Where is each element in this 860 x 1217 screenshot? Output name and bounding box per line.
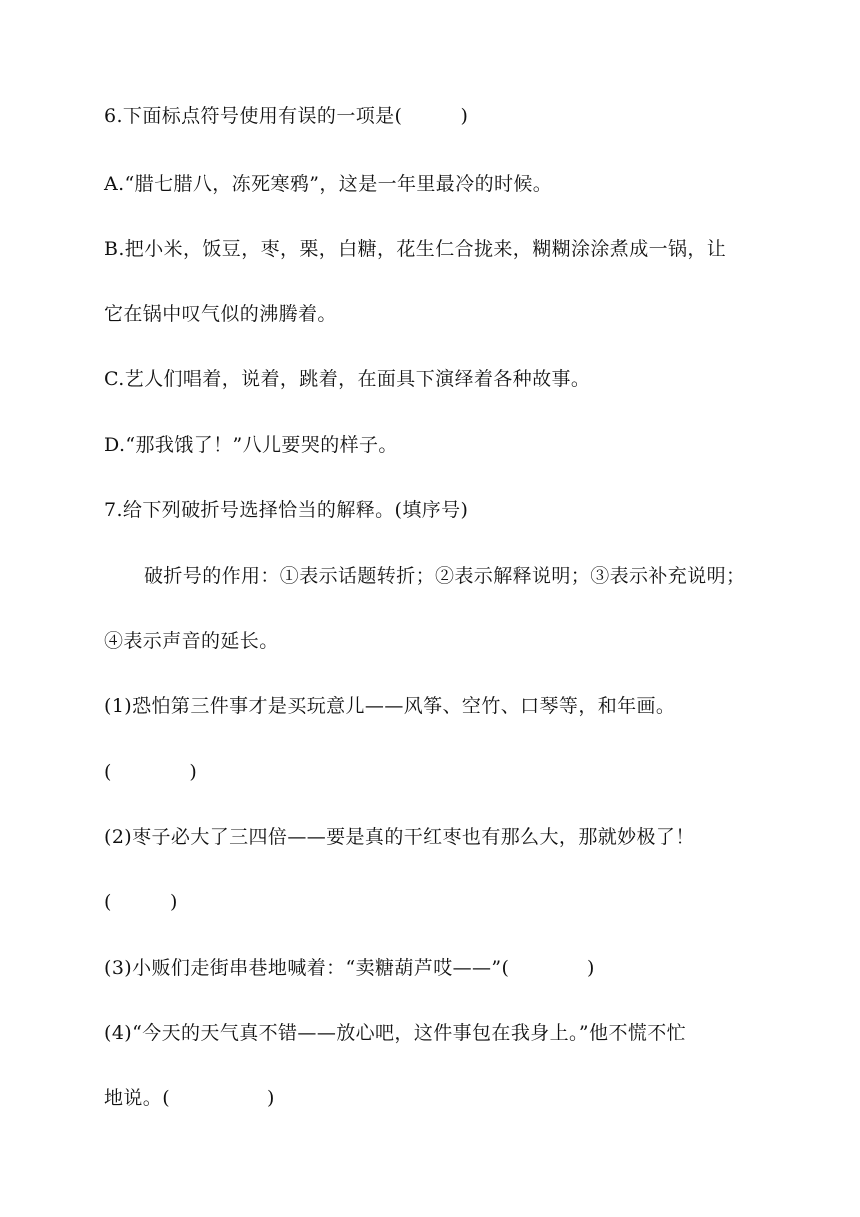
q6-option-b-line1: B.把小米，饭豆，枣，栗，白糖，花生仁合拢来，糊糊涂涂煮成一锅，让 (104, 238, 727, 260)
q6-option-d: D.“那我饿了！”八儿要哭的样子。 (104, 434, 398, 456)
q7-item4-line1: (4)“今天的天气真不错——放心吧，这件事包在我身上。”他不慌不忙 (104, 1022, 687, 1044)
q7-item4-line2: 地说。( ) (104, 1087, 275, 1109)
q7-item1-line1: (1)恐怕第三件事才是买玩意儿——风筝、空竹、口琴等，和年画。 (104, 695, 676, 717)
q7-item1-answer-blank: ( ) (104, 761, 198, 783)
q6-option-c: C.艺人们唱着，说着，跳着，在面具下演绎着各种故事。 (104, 368, 591, 390)
q7-item3: (3)小贩们走街串巷地喊着：“卖糖葫芦哎——”( ) (104, 957, 595, 979)
q7-item2-answer-blank: ( ) (104, 891, 178, 913)
q7-note-line1: 破折号的作用：①表示话题转折；②表示解释说明；③表示补充说明； (144, 565, 746, 587)
q6-option-a: A.“腊七腊八，冻死寒鸦”，这是一年里最冷的时候。 (104, 173, 553, 195)
q7-item2-line1: (2)枣子必大了三四倍——要是真的干红枣也有那么大，那就妙极了！ (104, 826, 695, 848)
q7-stem: 7.给下列破折号选择恰当的解释。(填序号) (104, 499, 469, 521)
q6-option-b-line2: 它在锅中叹气似的沸腾着。 (104, 303, 337, 325)
q6-stem: 6.下面标点符号使用有误的一项是( ) (104, 105, 469, 127)
q7-note-line2: ④表示声音的延长。 (104, 630, 279, 652)
